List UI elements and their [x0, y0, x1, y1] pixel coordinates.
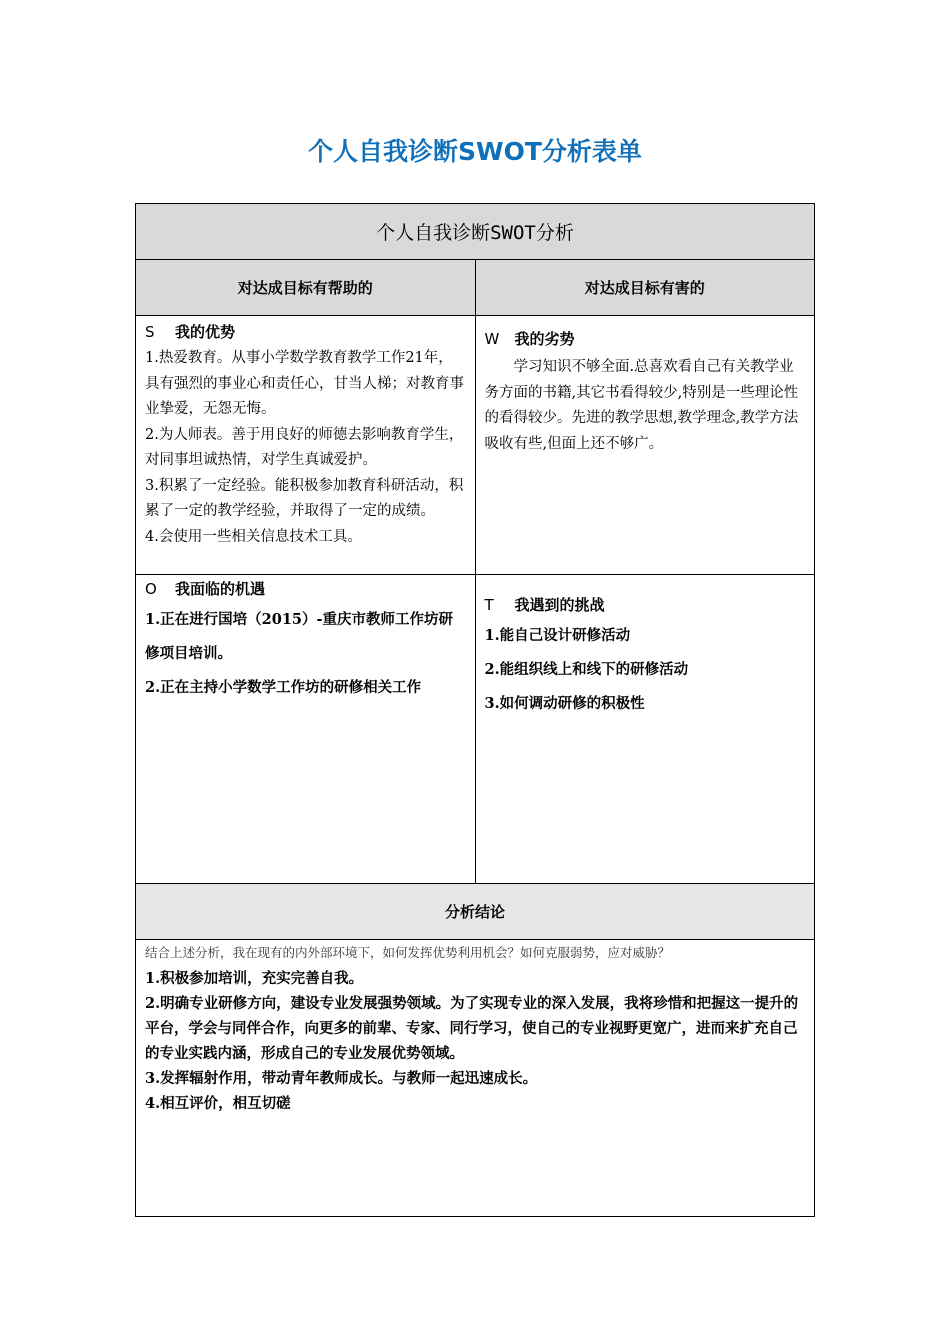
threats-letter: T: [484, 596, 494, 614]
conclusion-heading: 分析结论: [136, 884, 815, 940]
threats-list: [485, 619, 807, 721]
threats-heading: [485, 593, 807, 617]
strength-item: 2.为人师表。善于用良好的师德去影响教育学生，对同事坦诚热情，对学生真诚爱护。: [145, 426, 464, 468]
opportunities-letter: O: [145, 580, 157, 598]
weaknesses-cell: [475, 316, 815, 575]
threat-item: 1.能自己设计研修活动: [484, 627, 631, 644]
opportunities-heading: [145, 577, 467, 601]
strengths-list: [145, 346, 467, 550]
strength-item: 3.积累了一定经验。能积极参加教育科研活动，积累了一定的教学经验，并取得了一定的成绩。: [145, 477, 464, 519]
swot-table-banner: 个人自我诊断SWOT分析: [136, 204, 815, 260]
strengths-letter: S: [145, 323, 155, 341]
harmful-column-header: 对达成目标有害的: [475, 260, 815, 316]
conclusion-cell: [136, 940, 815, 1217]
conclusion-item: 2.明确专业研修方向，建设专业发展强势领域。为了实现专业的深入发展，我将珍惜和把握这一提升的平台，学会与同伴合作，向更多的前辈、专家、同行学习，使自己的专业视野更宽广，进而来扩充自己的专业实践内涵，形成自己的专业发展优势领域。: [145, 995, 799, 1062]
threats-cell: [475, 575, 815, 884]
opportunity-item: 2.正在主持小学数学工作坊的研修相关工作: [145, 679, 422, 696]
conclusion-item: 1.积极参加培训，充实完善自我。: [145, 970, 364, 987]
conclusion-intro: 结合上述分析，我在现有的内外部环境下，如何发挥优势利用机会？如何克服弱势，应对威胁？: [145, 945, 671, 960]
document-title: 个人自我诊断SWOT分析表单: [308, 137, 642, 166]
threat-item: 3.如何调动研修的积极性: [484, 695, 645, 712]
weaknesses-title: 我的劣势: [514, 330, 575, 348]
strengths-heading: [145, 320, 467, 344]
conclusion-item: 3.发挥辐射作用，带动青年教师成长。与教师一起迅速成长。: [145, 1070, 538, 1087]
strengths-cell: [136, 316, 476, 575]
swot-table: [135, 203, 815, 1217]
opportunities-title: 我面临的机遇: [175, 580, 266, 598]
threat-item: 2.能组织线上和线下的研修活动: [484, 661, 689, 678]
weaknesses-letter: W: [484, 330, 500, 348]
strength-item: 1.热爱教育。从事小学数学教育教学工作21年，具有强烈的事业心和责任心，甘当人梯；对教育事业挚爱，无怨无悔。: [145, 350, 464, 417]
weaknesses-heading: [485, 327, 807, 351]
conclusion-item: 4.相互评价，相互切磋: [145, 1095, 291, 1112]
threats-title: 我遇到的挑战: [514, 596, 605, 614]
opportunity-item: 1.正在进行国培（2015）-重庆市教师工作坊研修项目培训。: [145, 611, 454, 662]
strengths-title: 我的优势: [175, 323, 236, 341]
conclusion-list: [145, 966, 806, 1116]
opportunities-list: [145, 603, 467, 705]
opportunities-cell: [136, 575, 476, 884]
weaknesses-text: 学习知识不够全面.总喜欢看自己有关教学业务方面的书籍,其它书看得较少,特别是一些理论性的看得较少。先进的教学思想,教学理念,教学方法吸收有些,但面上还不够广。: [484, 359, 799, 452]
helpful-column-header: 对达成目标有帮助的: [136, 260, 476, 316]
strength-item: 4.会使用一些相关信息技术工具。: [145, 528, 362, 545]
